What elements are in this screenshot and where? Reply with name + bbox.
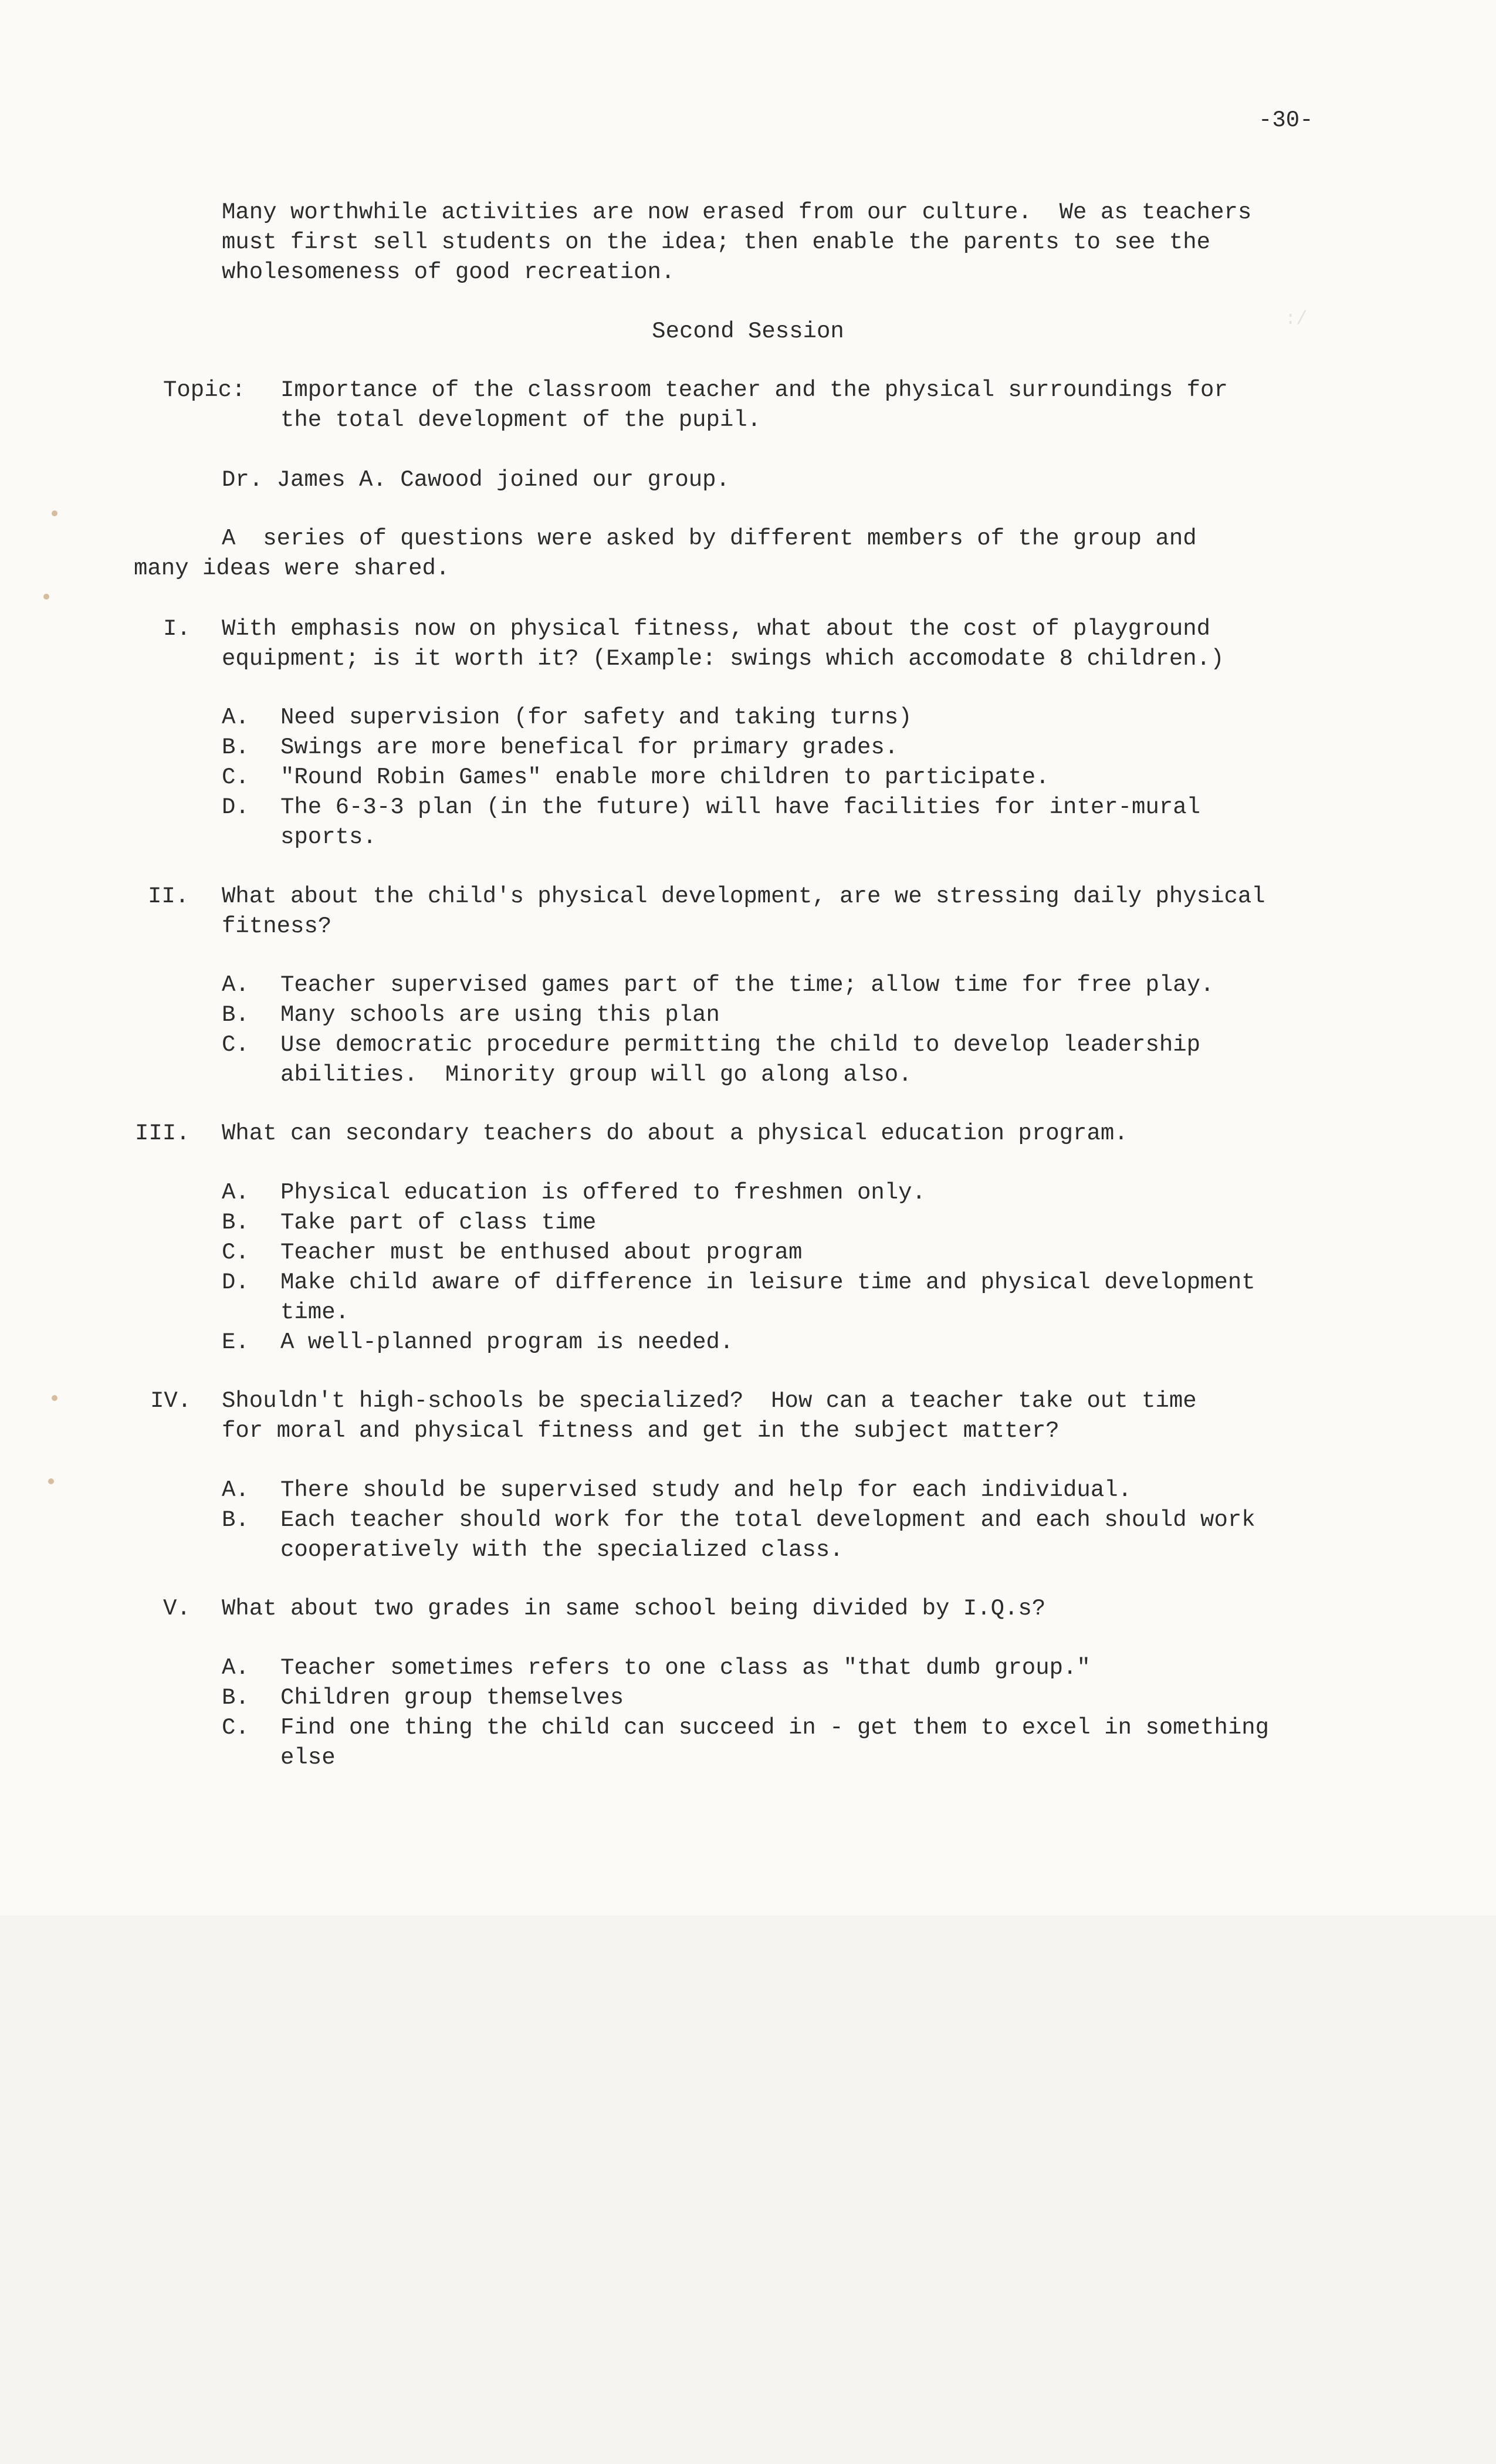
answer-letter: A. xyxy=(222,705,249,730)
question-line: With emphasis now on physical fitness, what about the cost of playground xyxy=(222,616,1211,642)
answer-letter: C. xyxy=(222,1715,249,1741)
question-number: I. xyxy=(163,616,191,642)
answer-letter: E. xyxy=(222,1329,249,1355)
joined-line: Dr. James A. Cawood joined our group. xyxy=(222,467,730,493)
question-number: II. xyxy=(148,884,189,909)
answer-line: sports. xyxy=(280,824,377,850)
question-number: III. xyxy=(135,1121,190,1146)
answer-letter: B. xyxy=(222,1507,249,1533)
answer-line: Teacher supervised games part of the time; allow time for free play. xyxy=(280,972,1214,998)
question-number: IV. xyxy=(150,1388,192,1414)
series-line: many ideas were shared. xyxy=(134,556,450,581)
topic-line: the total development of the pupil. xyxy=(280,407,761,433)
answer-line: A well-planned program is needed. xyxy=(280,1329,734,1355)
answer-line: Need supervision (for safety and taking turns) xyxy=(280,705,912,730)
answer-letter: A. xyxy=(222,972,249,998)
answer-letter: D. xyxy=(222,794,249,820)
answer-letter: B. xyxy=(222,1210,249,1236)
answer-line: Teacher sometimes refers to one class as "that dumb group." xyxy=(280,1655,1091,1681)
punch-mark xyxy=(52,510,57,516)
answer-line: time. xyxy=(280,1299,350,1325)
answer-line: Children group themselves xyxy=(280,1685,624,1711)
answer-letter: A. xyxy=(222,1655,249,1681)
intro-line: must first sell students on the idea; then enable the parents to see the xyxy=(222,229,1211,255)
punch-mark xyxy=(43,594,49,600)
question-line: equipment; is it worth it? (Example: swings which accomodate 8 children.) xyxy=(222,646,1224,672)
answer-line: Many schools are using this plan xyxy=(280,1002,720,1028)
question-line: Shouldn't high-schools be specialized? How can a teacher take out time xyxy=(222,1388,1197,1414)
answer-line: Make child aware of difference in leisure time and physical development xyxy=(280,1270,1255,1295)
punch-mark xyxy=(52,1395,57,1401)
punch-mark xyxy=(48,1478,54,1484)
answer-letter: C. xyxy=(222,764,249,790)
answer-line: else xyxy=(280,1745,336,1771)
bleed-through-mark: :/ xyxy=(1285,308,1308,330)
question-line: What can secondary teachers do about a physical education program. xyxy=(222,1121,1128,1146)
answer-letter: C. xyxy=(222,1032,249,1058)
answer-line: The 6-3-3 plan (in the future) will have facilities for inter-mural xyxy=(280,794,1201,820)
question-line: What about the child's physical development, are we stressing daily physical xyxy=(222,884,1265,909)
series-line: A series of questions were asked by different members of the group and xyxy=(222,526,1197,551)
answer-letter: B. xyxy=(222,1002,249,1028)
answer-line: Each teacher should work for the total development and each should work xyxy=(280,1507,1255,1533)
answer-letter: B. xyxy=(222,735,249,760)
question-line: What about two grades in same school being divided by I.Q.s? xyxy=(222,1596,1046,1622)
answer-line: Teacher must be enthused about program xyxy=(280,1240,803,1265)
session-heading: Second Session xyxy=(652,319,844,344)
intro-line: Many worthwhile activities are now erased from our culture. We as teachers xyxy=(222,199,1252,225)
question-number: V. xyxy=(163,1596,191,1622)
answer-line: Swings are more benefical for primary grades. xyxy=(280,735,899,760)
topic-line: Importance of the classroom teacher and the physical surroundings for xyxy=(280,377,1228,403)
answer-line: Find one thing the child can succeed in - get them to excel in something xyxy=(280,1715,1270,1741)
topic-label: Topic: xyxy=(163,377,246,403)
answer-line: Use democratic procedure permitting the child to develop leadership xyxy=(280,1032,1201,1058)
page-number: -30- xyxy=(1258,107,1314,133)
answer-line: abilities. Minority group will go along also. xyxy=(280,1062,912,1088)
question-line: for moral and physical fitness and get in the subject matter? xyxy=(222,1418,1060,1444)
answer-letter: B. xyxy=(222,1685,249,1711)
answer-letter: C. xyxy=(222,1240,249,1265)
answer-line: Take part of class time xyxy=(280,1210,597,1236)
answer-line: "Round Robin Games" enable more children to participate. xyxy=(280,764,1050,790)
question-line: fitness? xyxy=(222,913,332,939)
intro-line: wholesomeness of good recreation. xyxy=(222,259,675,285)
answer-line: cooperatively with the specialized class. xyxy=(280,1537,844,1563)
answer-letter: A. xyxy=(222,1180,249,1206)
answer-line: There should be supervised study and help for each individual. xyxy=(280,1477,1132,1503)
answer-line: Physical education is offered to freshmen only. xyxy=(280,1180,926,1206)
answer-letter: A. xyxy=(222,1477,249,1503)
answer-letter: D. xyxy=(222,1270,249,1295)
